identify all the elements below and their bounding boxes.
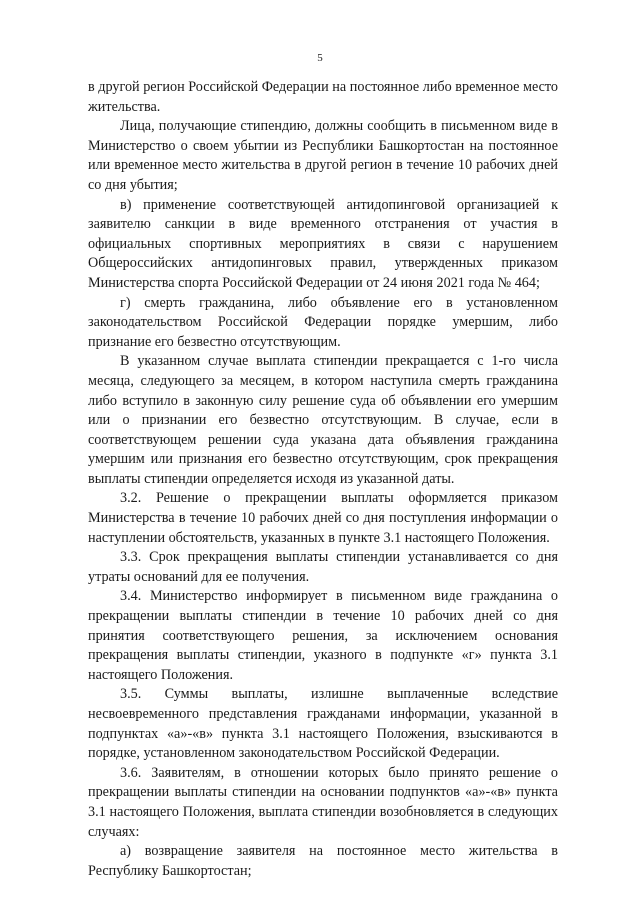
paragraph-3-5: 3.5. Суммы выплаты, излишне выплаченные вследствие несвоевременного представления гражданами информации, указанной в подпунктах «а»-«в» пункта 3.1 настоящего Положения, взыскиваются в порядке, установленном законодательством Российской Федерации. bbox=[88, 686, 558, 762]
paragraph-item-v-antidoping: в) применение соответствующей антидопинговой организацией к заявителю санкции в виде временного отстранения от участия в официальных спортивных мероприятиях в связи с нарушением Общероссийских антидопинговых правил, утвержденных приказом Министерства спорта Российской Федерации от 24 июня 2021 года № 464; bbox=[88, 196, 558, 291]
paragraph-notification-duty: Лица, получающие стипендию, должны сообщить в письменном виде в Министерство о своем убытии из Республики Башкортостан на постоянное или временное место жительства в другой регион в течение 10 рабочих дней со дня убытия; bbox=[88, 118, 558, 193]
document-body bbox=[88, 78, 558, 881]
paragraph-3-4: 3.4. Министерство информирует в письменном виде гражданина о прекращении выплаты стипендии в течение 10 рабочих дней со дня принятия соответствующего решения, за исключением основания прекращения выплаты стипендии, указного в подпункте «г» пункта 3.1 настоящего Положения. bbox=[88, 588, 558, 683]
paragraph-termination-date: В указанном случае выплата стипендии прекращается с 1-го числа месяца, следующего за месяцем, в котором наступила смерть гражданина либо вступило в законную силу решение суда об объявлении его умершим или о признании его безвестно отсутствующим. В случае, если в соответствующем решении суда указана дата объявления гражданина умершим или признания его безвестно отсутствующим, срок прекращения выплаты стипендии определяется исходя из указанной даты. bbox=[88, 353, 558, 487]
paragraph-3-2: 3.2. Решение о прекращении выплаты оформляется приказом Министерства в течение 10 рабочих дней со дня поступления информации о наступлении обстоятельств, указанных в пункте 3.1 настоящего Положения. bbox=[88, 490, 558, 546]
paragraph-item-a-return: а) возвращение заявителя на постоянное место жительства в Республику Башкортостан; bbox=[88, 843, 558, 879]
page-number: 5 bbox=[317, 52, 323, 64]
paragraph-continuation: в другой регион Российской Федерации на постоянное либо временное место жительства. bbox=[88, 79, 558, 115]
paragraph-3-3: 3.3. Срок прекращения выплаты стипендии устанавливается со дня утраты оснований для ее получения. bbox=[88, 549, 558, 585]
paragraph-3-6: 3.6. Заявителям, в отношении которых было принято решение о прекращении выплаты стипендии на основании подпунктов «а»-«в» пункта 3.1 настоящего Положения, выплата стипендии возобновляется в следующих случаях: bbox=[88, 764, 558, 840]
paragraph-item-g-death: г) смерть гражданина, либо объявление его в установленном законодательством Российской Федерации порядке умершим, либо признание его безвестно отсутствующим. bbox=[88, 294, 558, 350]
